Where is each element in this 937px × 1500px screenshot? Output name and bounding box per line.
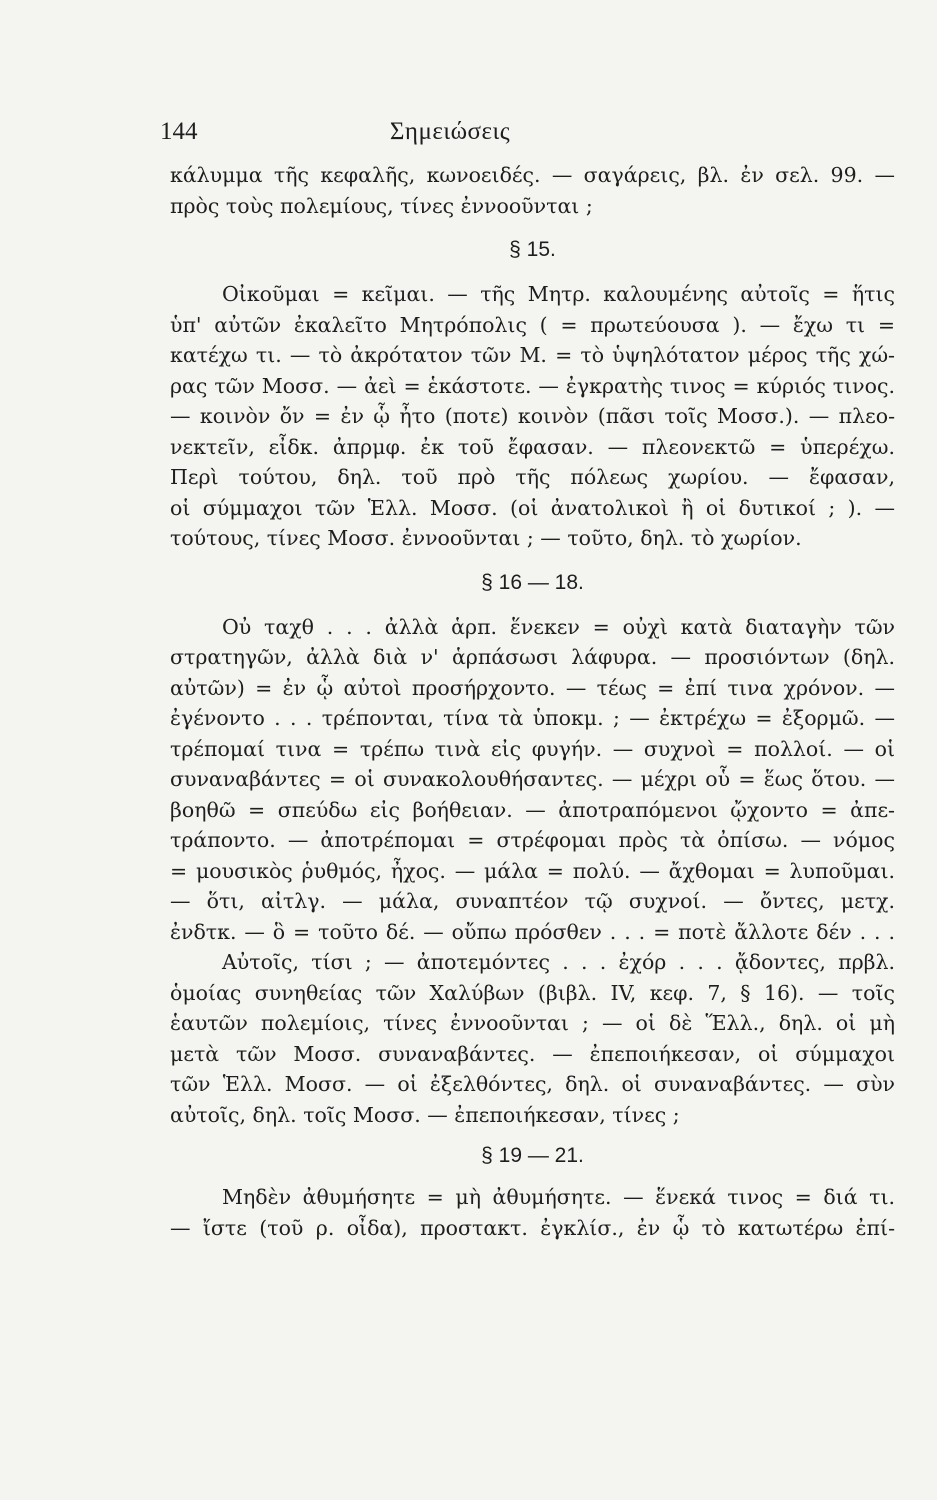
text-line: νεκτεῖν, εἶδκ. ἀπρμφ. ἐκ τοῦ ἔφασαν. — πλεονεκτῶ = ὑπερέχω. (170, 434, 895, 459)
text-line: Οὐ ταχθ . . . ἀλλὰ ἁρπ. ἕνεκεν = οὐχὶ κατὰ διαταγὴν τῶν (222, 614, 895, 639)
running-head: Σημειώσεις (389, 118, 511, 145)
text-line: ρας τῶν Μοσσ. — ἀεὶ = ἑκάστοτε. — ἐγκρατὴς τινος = κύριός τινος. (170, 373, 895, 398)
text-line: ὁμοίας συνηθείας τῶν Χαλύβων (βιβλ. IV, κεφ. 7, § 16). — τοῖς (170, 980, 895, 1005)
text-line: κατέχω τι. — τὸ ἀκρότατον τῶν Μ. = τὸ ὑψηλότατον μέρος τῆς χώ- (170, 343, 895, 367)
text-line: πρὸς τοὺς πολεμίους, τίνες ἐννοοῦνται ; (170, 193, 593, 218)
text-line: κάλυμμα τῆς κεφαλῆς, κωνοειδές. — σαγάρεις, βλ. ἐν σελ. 99. — (170, 163, 895, 187)
page-number: 144 (160, 118, 198, 145)
section-heading: § 16 — 18. (481, 570, 584, 594)
text-line: Οἰκοῦμαι = κεῖμαι. — τῆς Μητρ. καλουμένης αὐτοῖς = ἥτις (222, 282, 895, 306)
section-heading: § 15. (509, 238, 556, 261)
text-line: μετὰ τῶν Μοσσ. συναναβάντες. — ἐπεποιήκεσαν, οἱ σύμμαχοι (170, 1041, 895, 1066)
text-line: Μηδὲν ἀθυμήσητε = μὴ ἀθυμήσητε. — ἕνεκά τινος = διά τι. (222, 1185, 895, 1209)
text-line: τράποντο. — ἀποτρέπομαι = στρέφομαι πρὸς τὰ ὀπίσω. — νόμος (170, 828, 895, 852)
text-line: συναναβάντες = οἱ συνακολουθήσαντες. — μέχρι οὗ = ἕως ὅτου. — (170, 767, 895, 791)
page-header (160, 112, 740, 152)
text-line: τῶν Ἑλλ. Μοσσ. — οἱ ἐξελθόντες, δηλ. οἱ συναναβάντες. — σὺν (170, 1072, 895, 1096)
text-line: Αὐτοῖς, τίσι ; — ἀποτεμόντες . . . ἐχόρ . . . ᾄδοντες, πρβλ. (222, 950, 895, 974)
text-line: ἐνδτκ. — ὃ = τοῦτο δέ. — οὔπω πρόσθεν . . . = ποτὲ ἄλλοτε δέν . . . (170, 919, 895, 944)
notes-body (170, 160, 895, 1243)
text-line: αὐτῶν) = ἐν ᾧ αὐτοὶ προσήρχοντο. — τέως = ἐπί τινα χρόνον. — (170, 675, 895, 700)
text-line: — κοινὸν ὄν = ἐν ᾧ ἦτο (ποτε) κοινὸν (πᾶσι τοῖς Μοσσ.). — πλεο- (170, 404, 895, 428)
text-line: — ἴστε (τοῦ ρ. οἶδα), προστακτ. ἐγκλίσ., ἐν ᾧ τὸ κατωτέρω ἐπί- (170, 1215, 895, 1240)
text-line: αὐτοῖς, δηλ. τοῖς Μοσσ. — ἐπεποιήκεσαν, τίνες ; (170, 1102, 680, 1127)
text-line: τούτους, τίνες Μοσσ. ἐννοοῦνται ; — τοῦτο, δηλ. τὸ χωρίον. (170, 526, 802, 550)
text-line: — ὅτι, αἰτλγ. — μάλα, συναπτέον τῷ συχνοί. — ὄντες, μετχ. (170, 889, 895, 913)
text-line: στρατηγῶν, ἀλλὰ διὰ ν' ἁρπάσωσι λάφυρα. — προσιόντων (δηλ. (170, 645, 895, 669)
text-line: οἱ σύμμαχοι τῶν Ἑλλ. Μοσσ. (οἱ ἀνατολικοὶ ἢ οἱ δυτικοί ; ). — (170, 495, 895, 520)
text-line: ἐγένοντο . . . τρέπονται, τίνα τὰ ὑποκμ. ; — ἐκτρέχω = ἐξορμῶ. — (170, 706, 895, 730)
text-line: ὑπ' αὐτῶν ἐκαλεῖτο Μητρόπολις ( = πρωτεύουσα ). — ἔχω τι = (170, 312, 895, 337)
text-line: ἑαυτῶν πολεμίοις, τίνες ἐννοοῦνται ; — οἱ δὲ Ἕλλ., δηλ. οἱ μὴ (170, 1011, 895, 1035)
text-line: βοηθῶ = σπεύδω εἰς βοήθειαν. — ἀποτραπόμενοι ᾤχοντο = ἀπε- (170, 797, 895, 822)
text-line: = μουσικὸς ῥυθμός, ἦχος. — μάλα = πολύ. — ἄχθομαι = λυποῦμαι. (170, 858, 895, 883)
section-heading: § 19 — 21. (481, 1144, 584, 1167)
text-line: τρέπομαί τινα = τρέπω τινὰ εἰς φυγήν. — συχνοὶ = πολλοί. — οἱ (170, 736, 895, 761)
text-line: Περὶ τούτου, δηλ. τοῦ πρὸ τῆς πόλεως χωρίου. — ἔφασαν, (170, 465, 895, 489)
